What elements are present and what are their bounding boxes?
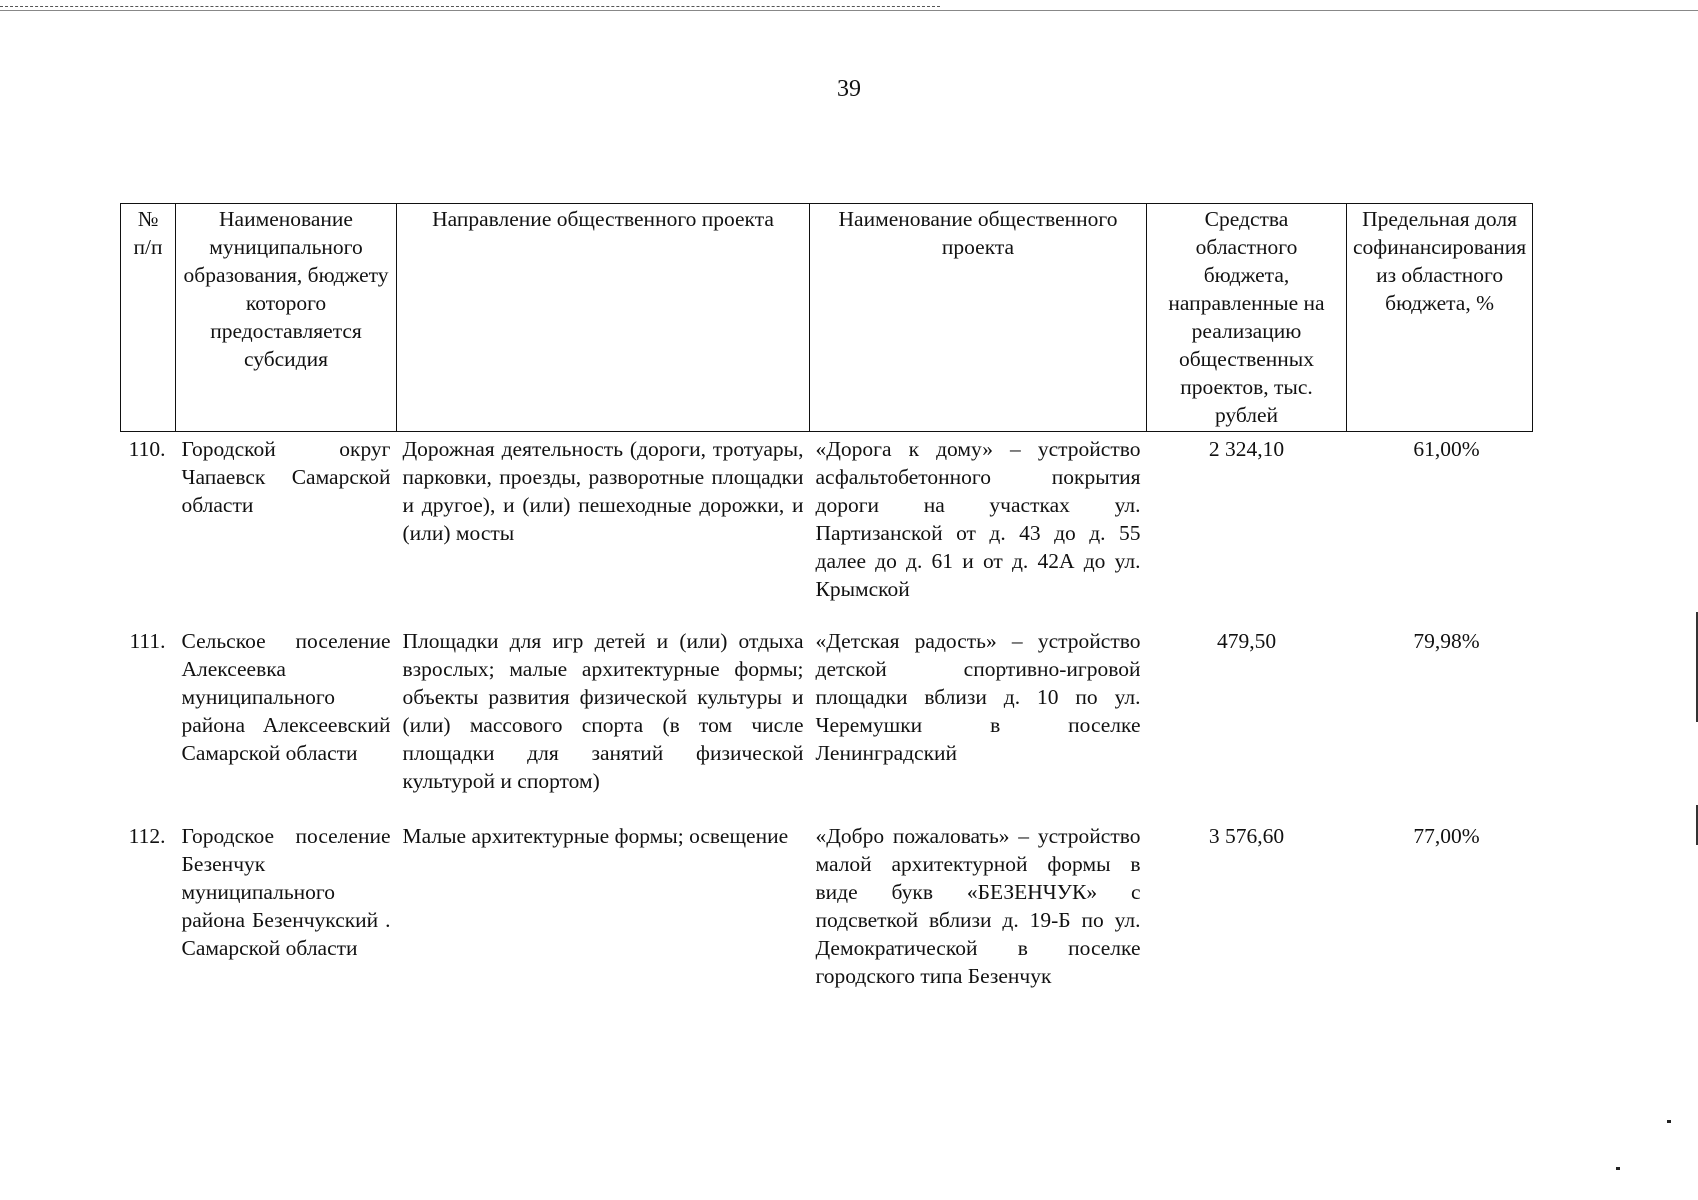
scan-edge-line <box>0 6 940 7</box>
funds-cell: 3 576,60 <box>1208 824 1285 848</box>
header-number: № п/п <box>121 204 176 432</box>
municipality-cell: Городской округ Чапаевск Самарской области <box>181 437 391 517</box>
project-name-cell: «Дорога к дому» – устройство асфальтобетонного покрытия дороги на участках ул. Партизанской от д. 43 до д. 55 далее до д. 61 и от д. 42А до ул. Крымской <box>815 437 1141 601</box>
share-cell: 77,00% <box>1413 824 1480 848</box>
project-name-cell: «Добро пожаловать» – устройство малой архитектурной формы в виде букв «БЕЗЕНЧУК» с подсветкой вблизи д. 19-Б по ул. Демократической в поселке городского типа Безенчук <box>815 824 1141 988</box>
project-name-cell: «Детская радость» – устройство детской спортивно-игровой площадки вблизи д. 10 по ул. Черемушки в поселке Ленинградский <box>815 629 1141 765</box>
subsidy-table <box>120 203 1533 1022</box>
table-header-row <box>121 204 1533 432</box>
municipality-cell: Городское поселение Безенчук муниципального района Безенчукский . Самарской области <box>181 824 391 960</box>
scan-speck <box>1667 1120 1671 1123</box>
row-number: 112. <box>128 824 166 848</box>
direction-cell: Малые архитектурные формы; освещение <box>402 824 789 848</box>
page-number: 39 <box>837 76 861 102</box>
table-row <box>121 432 1533 628</box>
scan-speck <box>1616 1167 1620 1170</box>
header-direction: Направление общественного проекта <box>397 204 810 432</box>
direction-cell: Дорожная деятельность (дороги, тротуары, парковки, проезды, разворотные площадки и другое), и (или) пешеходные дорожки, и (или) мосты <box>402 437 804 545</box>
row-number: 111. <box>129 629 166 653</box>
table-row <box>121 627 1533 822</box>
scan-edge-line-2 <box>0 10 1698 11</box>
share-cell: 61,00% <box>1413 437 1480 461</box>
header-funds: Средства областного бюджета, направленные на реализацию общественных проектов, тыс. рублей <box>1147 204 1347 432</box>
header-share: Предельная доля софинансирования из областного бюджета, % <box>1347 204 1533 432</box>
row-number: 110. <box>128 437 166 461</box>
share-cell: 79,98% <box>1413 629 1480 653</box>
table-row <box>121 822 1533 1022</box>
header-project-name: Наименование общественного проекта <box>810 204 1147 432</box>
municipality-cell: Сельское поселение Алексеевка муниципального района Алексеевский Самарской области <box>181 629 391 765</box>
funds-cell: 2 324,10 <box>1208 437 1285 461</box>
direction-cell: Площадки для игр детей и (или) отдыха взрослых; малые архитектурные формы; объекты развития физической культуры и (или) массового спорта (в том числе площадки для занятий физической культурой и спортом) <box>402 629 804 793</box>
funds-cell: 479,50 <box>1216 629 1277 653</box>
header-municipality: Наименование муниципального образования, бюджету которого предоставляется субсидия <box>176 204 397 432</box>
